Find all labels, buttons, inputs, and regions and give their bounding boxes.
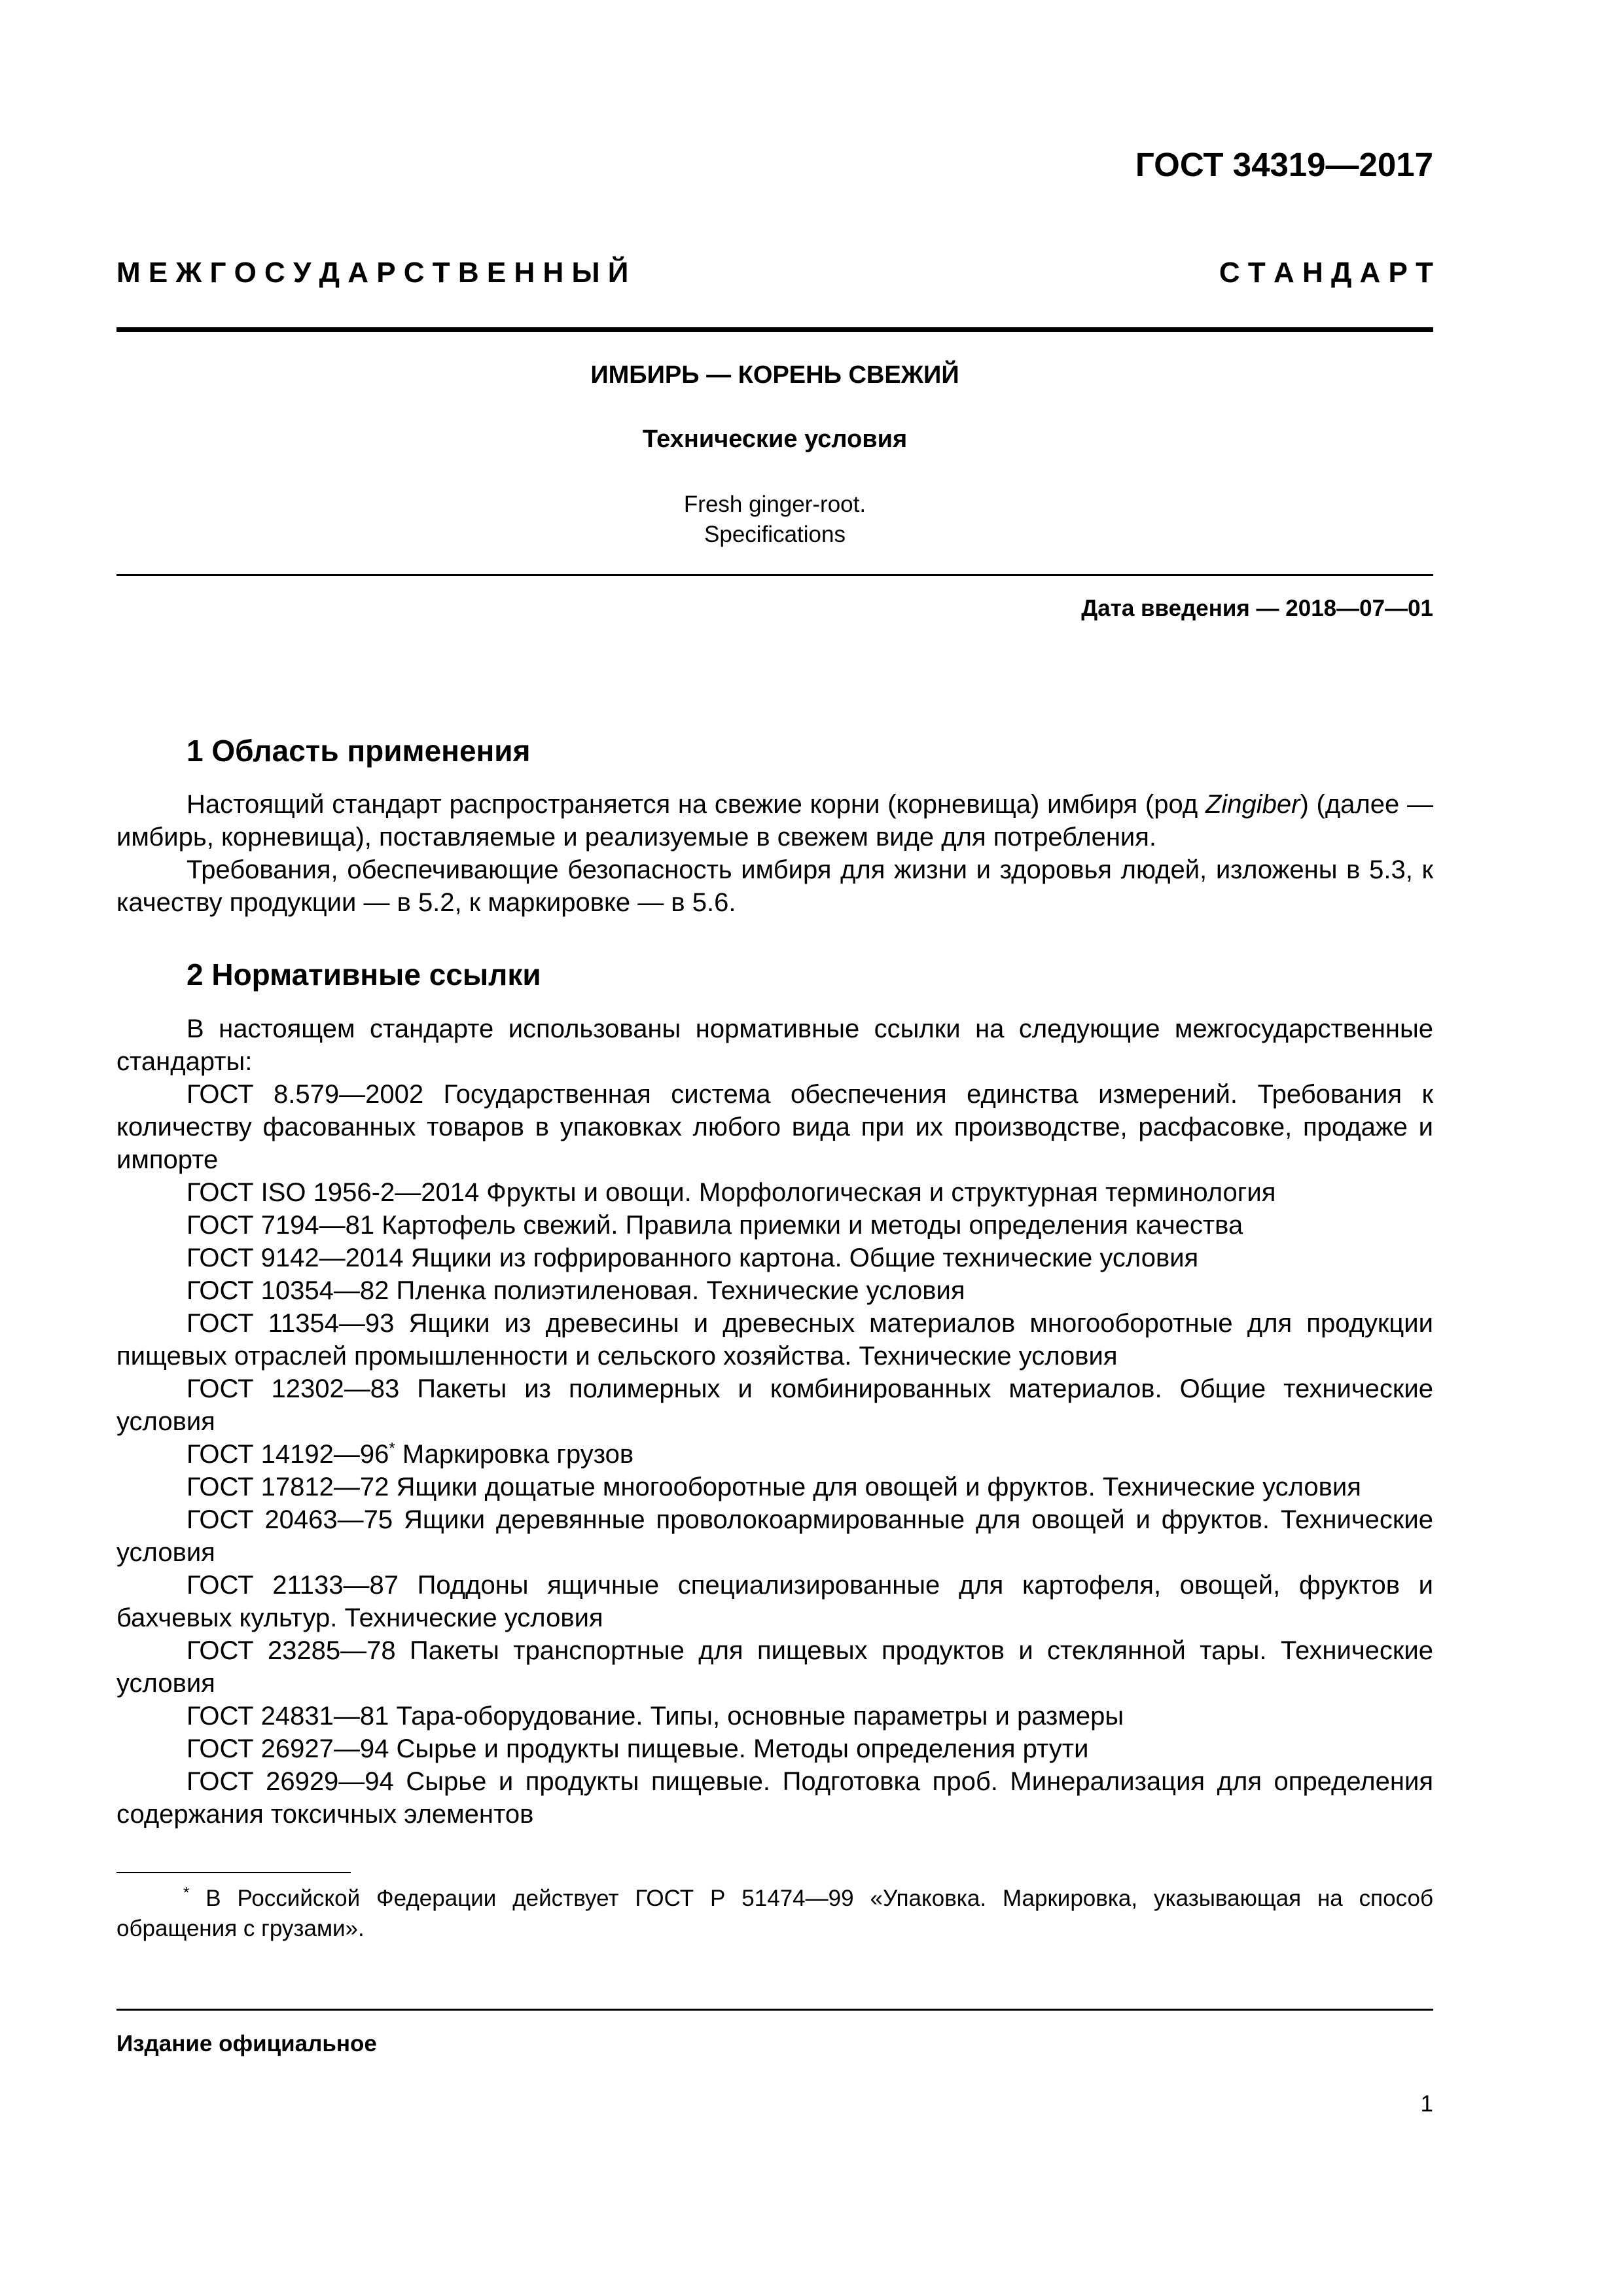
section-1-heading: 1 Область применения — [187, 734, 531, 768]
doc-type-word-standard: С Т А Н Д А Р Т — [1219, 257, 1433, 289]
section-1-body — [116, 788, 1433, 919]
footer-divider — [116, 2009, 1433, 2011]
reference-item: ГОСТ 12302—83 Пакеты из полимерных и комбинированных материалов. Общие технические условия — [116, 1374, 1433, 1436]
header-divider — [116, 327, 1433, 332]
english-title — [116, 490, 1433, 550]
reference-item: ГОСТ 7194—81 Картофель свежий. Правила приемки и методы определения качества — [187, 1211, 1243, 1240]
section-2-heading: 2 Нормативные ссылки — [187, 958, 541, 992]
page-number: 1 — [1420, 2091, 1433, 2117]
introduction-date: Дата введения — 2018—07—01 — [1081, 596, 1433, 621]
footnote-text: В Российской Федерации действует ГОСТ Р 51474—99 «Упаковка. Маркировка, указывающая на способ обращения с грузами». — [116, 1886, 1433, 1941]
doc-type-word-interstate: М Е Ж Г О С У Д А Р С Т В Е Н Н Ы Й — [116, 257, 629, 289]
english-title-line2: Specifications — [704, 522, 846, 547]
document-title: ИМБИРЬ — КОРЕНЬ СВЕЖИЙ — [590, 361, 959, 389]
footnote — [116, 1884, 1433, 1944]
reference-item: ГОСТ 17812—72 Ящики дощатые многооборотные для овощей и фруктов. Технические условия — [187, 1473, 1361, 1501]
reference-item: ГОСТ 10354—82 Пленка полиэтиленовая. Технические условия — [187, 1276, 965, 1305]
reference-item-with-footnote — [116, 1438, 1433, 1471]
reference-item: ГОСТ 23285—78 Пакеты транспортные для пищевых продуктов и стеклянной тары. Технические условия — [116, 1636, 1433, 1698]
section-1-p1-before: Настоящий стандарт распространяется на свежие корни (корневища) имбиря (род — [187, 790, 1205, 819]
section-1-paragraph-2: Требования, обеспечивающие безопасность имбиря для жизни и здоровья людей, изложены в 5.3, к качеству продукции — в 5.2, к маркировке — в 5.6. — [116, 855, 1433, 917]
footnote-mark: * — [183, 1884, 190, 1902]
english-title-line1: Fresh ginger-root. — [683, 492, 866, 517]
reference-item: ГОСТ 20463—75 Ящики деревянные проволокоармированные для овощей и фруктов. Технические условия — [116, 1505, 1433, 1567]
section-2-body — [116, 1013, 1433, 1831]
document-subtitle: Технические условия — [642, 425, 908, 453]
reference-item: ГОСТ 9142—2014 Ящики из гофрированного картона. Общие технические условия — [187, 1244, 1199, 1272]
reference-item: ГОСТ 24831—81 Тара-оборудование. Типы, основные параметры и размеры — [187, 1702, 1124, 1731]
genus-name: Zingiber — [1205, 790, 1300, 819]
official-edition-label: Издание официальное — [116, 2031, 377, 2056]
reference-item: ГОСТ 8.579—2002 Государственная система обеспечения единства измерений. Требования к количеству фасованных товаров в упаковках любого вида при их производстве, расфасовке, продаже и импорте — [116, 1080, 1433, 1174]
footnote-divider — [116, 1872, 351, 1873]
document-type-heading — [116, 257, 1433, 289]
reference-item: ГОСТ ISO 1956-2—2014 Фрукты и овощи. Морфологическая и структурная терминология — [187, 1178, 1276, 1207]
reference-item: ГОСТ 26929—94 Сырье и продукты пищевые. Подготовка проб. Минерализация для определения содержания токсичных элементов — [116, 1767, 1433, 1829]
reference-title: Маркировка грузов — [395, 1440, 634, 1469]
section-2-intro: В настоящем стандарте использованы нормативные ссылки на следующие межгосударственные стандарты: — [116, 1014, 1433, 1076]
reference-item: ГОСТ 11354—93 Ящики из древесины и древесных материалов многооборотные для продукции пищевых отраслей промышленности и сельского хозяйства. Технические условия — [116, 1309, 1433, 1371]
title-divider — [116, 574, 1433, 576]
reference-code: ГОСТ 14192—96 — [187, 1440, 389, 1469]
reference-item: ГОСТ 26927—94 Сырье и продукты пищевые. Методы определения ртути — [187, 1734, 1089, 1763]
document-number: ГОСТ 34319—2017 — [1135, 146, 1433, 183]
section-1-p1-after: ) (далее — имбирь, корневища), поставляемые и реализуемые в свежем виде для потребления. — [116, 790, 1433, 852]
footnote-marker: * — [389, 1439, 395, 1458]
section-1-paragraph-1 — [116, 788, 1433, 853]
reference-item: ГОСТ 21133—87 Поддоны ящичные специализированные для картофеля, овощей, фруктов и бахчевых культур. Технические условия — [116, 1571, 1433, 1632]
